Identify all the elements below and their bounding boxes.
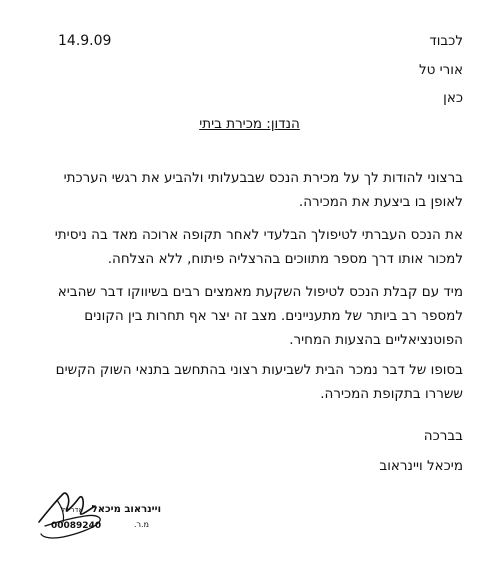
salutation: לכבוד <box>429 33 463 49</box>
recipient-name: אורי טל <box>418 62 463 78</box>
svg-text:ויינראוב מיכאל: ויינראוב מיכאל <box>91 504 161 515</box>
paragraph-background: את הנכס העברתי לטיפולך הבלעדי לאחר תקופה ארוכה מאד בה ניסיתי למכור אותו דרך מספר מתווכים בהרצליה פיתוח, ללא הצלחה. <box>54 227 463 267</box>
paragraph-marketing: מיד עם קבלת הנכס לטיפול השקעת מאמצים רבים בשיווקו דבר שהביא למספר רב ביותר של מתעניינים. מצב זה יצר אף תחרות בין הקונים הפוטנציאליים בהצעות המחיר. <box>57 284 463 348</box>
paragraph-conclusion: בסופו של דבר נמכר הבית לשביעות רצוני בהתחשב בתנאי השוק הקשים ששררו בתקופת המכירה. <box>55 362 463 402</box>
recipient-location: כאן <box>443 90 463 106</box>
signature-stamp <box>37 482 167 542</box>
signer-name: מיכאל ויינראוב <box>379 458 463 474</box>
svg-text:מ.ר.: מ.ר. <box>133 520 149 529</box>
letter-subject: הנדון: מכירת ביתי <box>199 116 300 132</box>
closing: בברכה <box>423 428 463 444</box>
paragraph-thanks: ברצוני להודות לך על מכירת הנכס שבבעלותי ולהביע את רגשי הערכתי לאופן בו ביצעת את המכירה. <box>63 170 463 210</box>
svg-text:00089240: 00089240 <box>51 521 102 531</box>
letter-date: 14.9.09 <box>58 33 112 49</box>
svg-text:אדריכל: אדריכל <box>61 506 83 514</box>
